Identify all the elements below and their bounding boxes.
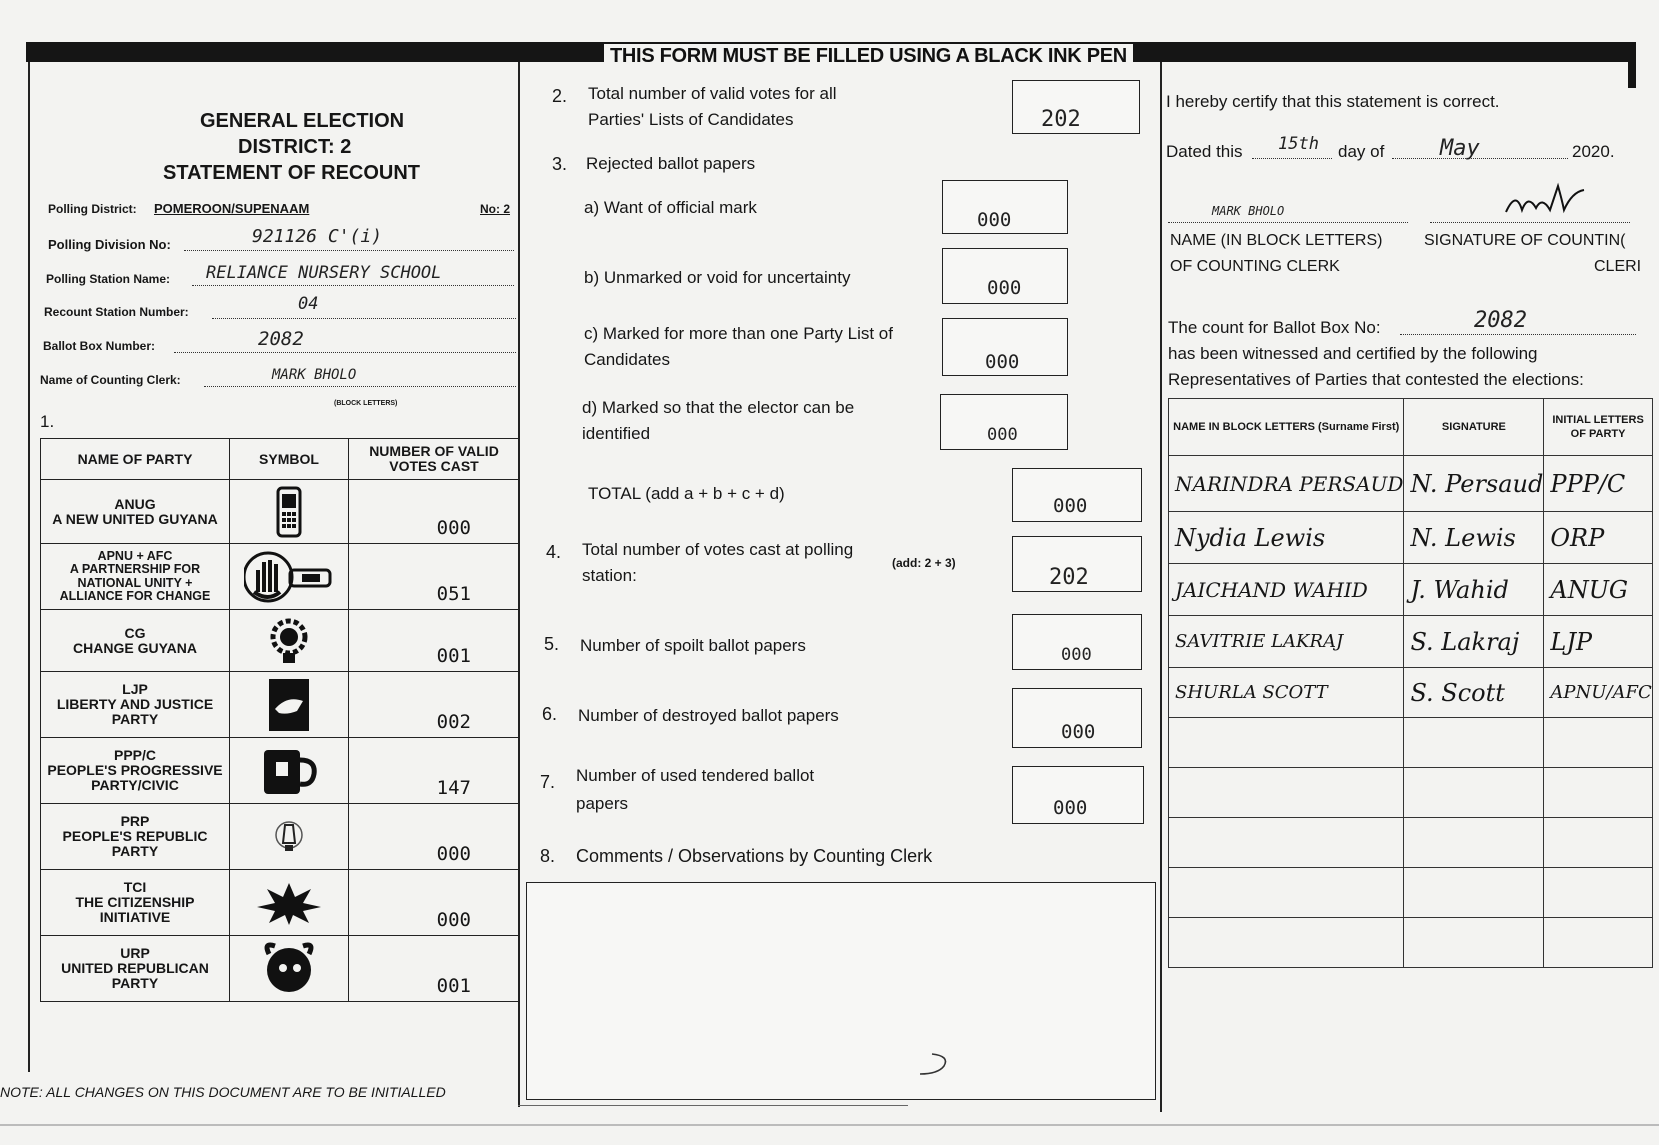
q3a-value-box xyxy=(942,180,1068,234)
header-rep-party: INITIAL LETTERS OF PARTY xyxy=(1544,399,1652,456)
signature-label-line1: SIGNATURE OF COUNTIN( xyxy=(1424,232,1626,249)
rep-party-cell xyxy=(1544,768,1652,818)
q3b-value-box xyxy=(942,248,1068,304)
ballot-box-line xyxy=(174,352,516,353)
party-votes-value: 000 xyxy=(436,843,471,865)
party-row xyxy=(41,480,520,544)
party-fullname: THE CITIZENSHIP xyxy=(75,894,195,910)
reps-header-row xyxy=(1169,399,1653,456)
header-valid-votes: NUMBER OF VALID VOTES CAST xyxy=(349,439,520,480)
header-rep-name: NAME IN BLOCK LETTERS (Surname First) xyxy=(1169,399,1404,456)
rep-party-cell xyxy=(1544,918,1652,968)
rep-row-empty xyxy=(1169,918,1653,968)
bull-icon xyxy=(230,936,349,1002)
polling-station-line xyxy=(192,285,514,286)
q5-number: 5. xyxy=(544,634,560,654)
q3a-value: 000 xyxy=(977,209,1012,231)
q2-value-box xyxy=(1012,80,1140,134)
rep-signature-cell xyxy=(1404,868,1544,918)
rep-party-cell xyxy=(1544,512,1652,564)
party-name-cell xyxy=(41,804,230,870)
q2-label-line1: Total number of valid votes for all xyxy=(588,84,837,103)
banner-bar-edge xyxy=(1628,42,1636,88)
year-label: 2020. xyxy=(1572,142,1615,161)
polling-district-no: No: 2 xyxy=(480,202,510,216)
q6-value: 000 xyxy=(1061,721,1096,743)
rep-row-empty xyxy=(1169,818,1653,868)
rep-row xyxy=(1169,564,1653,616)
clerk-name-line xyxy=(1168,222,1408,223)
party-votes-value: 147 xyxy=(436,777,471,799)
rep-party-cell xyxy=(1544,868,1652,918)
party-name-cell xyxy=(41,480,230,544)
rep-name-cell xyxy=(1169,818,1404,868)
polling-station-value: RELIANCE NURSERY SCHOOL xyxy=(206,263,442,283)
rep-signature-cell xyxy=(1404,818,1544,868)
party-abbrev: URP xyxy=(120,945,150,961)
polling-division-value: 921126 C'(i) xyxy=(252,226,383,247)
party-abbrev: TCI xyxy=(123,879,147,895)
rep-row xyxy=(1169,456,1653,512)
q7-value-box xyxy=(1012,766,1144,824)
party-votes-cell xyxy=(349,870,520,936)
party-row xyxy=(41,544,520,610)
party-representatives-table xyxy=(1168,398,1653,968)
rep-signature-cell xyxy=(1404,564,1544,616)
rep-signature: S. Scott xyxy=(1410,678,1505,707)
phone-icon xyxy=(230,480,349,544)
party-votes-cell xyxy=(349,480,520,544)
header-name-of-party: NAME OF PARTY xyxy=(41,439,230,480)
q6-number: 6. xyxy=(542,704,558,724)
party-fullname: PEOPLE'S REPUBLIC xyxy=(62,828,208,844)
rep-party-cell xyxy=(1544,668,1652,718)
q3b-value: 000 xyxy=(987,277,1022,299)
q3c-label-line2: Candidates xyxy=(584,350,671,369)
rep-name-cell xyxy=(1169,918,1404,968)
clerk-name-handwritten: MARK BHOLO xyxy=(1212,204,1285,218)
rep-party-cell xyxy=(1544,718,1652,768)
page-bottom-edge xyxy=(0,1124,1659,1126)
q2-label-line2: Parties' Lists of Candidates xyxy=(588,110,794,129)
rep-signature-cell xyxy=(1404,918,1544,968)
q3-label: Rejected ballot papers xyxy=(586,154,756,173)
q7-label-line2: papers xyxy=(576,794,628,813)
header-rep-signature: SIGNATURE xyxy=(1404,399,1544,456)
recount-station-label: Recount Station Number: xyxy=(44,305,189,319)
party-name-cell xyxy=(41,610,230,672)
signature-label-line2: CLERI xyxy=(1594,258,1642,275)
party-fullname: A NEW UNITED GUYANA xyxy=(52,510,218,527)
ballot-box-count-value: 2082 xyxy=(1474,308,1527,333)
day-line xyxy=(1252,158,1332,159)
polling-district-label: Polling District: xyxy=(48,202,137,216)
block-letters-note: (BLOCK LETTERS) xyxy=(334,400,398,407)
party-name-cell xyxy=(41,544,230,610)
q7-label-line1: Number of used tendered ballot xyxy=(576,766,815,785)
witness-line2: Representatives of Parties that contested the elections: xyxy=(1168,370,1584,389)
party-votes-cell xyxy=(349,610,520,672)
q3-number: 3. xyxy=(552,154,568,174)
party-abbrev: LJP xyxy=(122,681,148,697)
q6-value-box xyxy=(1012,688,1142,748)
polling-division-line xyxy=(184,250,514,251)
q4-value: 202 xyxy=(1049,565,1089,590)
rep-party-cell xyxy=(1544,818,1652,868)
recount-station-value: 04 xyxy=(298,294,319,314)
polling-division-label: Polling Division No: xyxy=(48,237,171,252)
heading-district: DISTRICT: 2 xyxy=(238,136,352,158)
rep-signature-cell xyxy=(1404,456,1544,512)
party-votes-cell xyxy=(349,804,520,870)
party-row xyxy=(41,610,520,672)
q7-value: 000 xyxy=(1053,797,1088,819)
party-votes-cell xyxy=(349,672,520,738)
total-value: 000 xyxy=(1053,495,1088,517)
ballot-box-label: Ballot Box Number: xyxy=(43,339,156,353)
party-row xyxy=(41,870,520,936)
party-votes-table xyxy=(40,438,520,1002)
rep-party: ORP xyxy=(1550,523,1605,552)
party-votes-value: 001 xyxy=(436,975,471,997)
party-votes-value: 051 xyxy=(436,583,471,605)
banner-text: THIS FORM MUST BE FILLED USING A BLACK INK PEN xyxy=(604,44,1133,68)
rep-signature: S. Lakraj xyxy=(1410,627,1520,656)
counting-clerk-line xyxy=(204,386,516,387)
ballot-box-count-line xyxy=(1400,334,1636,335)
rep-row-empty xyxy=(1169,868,1653,918)
q4-value-box xyxy=(1012,536,1142,592)
q4-label-line1: Total number of votes cast at polling xyxy=(582,540,854,559)
handshake-icon xyxy=(230,672,349,738)
name-label-line1: NAME (IN BLOCK LETTERS) xyxy=(1170,232,1383,249)
rep-signature-cell xyxy=(1404,668,1544,718)
section-1-number: 1. xyxy=(40,412,55,431)
heading-general-election: GENERAL ELECTION xyxy=(200,110,405,132)
party-fullname: A PARTNERSHIP FOR xyxy=(69,562,201,576)
counting-clerk-value: MARK BHOLO xyxy=(272,367,357,383)
left-frame-line xyxy=(28,62,30,1072)
q3d-value-box xyxy=(940,394,1068,450)
party-name-cell xyxy=(41,672,230,738)
rep-party: LJP xyxy=(1550,627,1593,656)
footnote-initial-changes: NOTE: ALL CHANGES ON THIS DOCUMENT ARE TO BE INITIALLED xyxy=(0,1084,446,1100)
rep-party: APNU/AFC xyxy=(1550,681,1652,703)
q5-label: Number of spoilt ballot papers xyxy=(580,636,806,655)
bottom-frame-line xyxy=(518,1105,908,1106)
rep-signature-cell xyxy=(1404,616,1544,668)
party-abbrev: PPP/C xyxy=(113,747,156,763)
party-votes-value: 000 xyxy=(436,517,471,539)
clerk-signature-scribble xyxy=(1502,180,1588,224)
month-value: May xyxy=(1440,136,1480,161)
party-name-cell xyxy=(41,870,230,936)
ballot-box-value: 2082 xyxy=(258,328,304,350)
party-votes-value: 001 xyxy=(436,645,471,667)
q5-value: 000 xyxy=(1061,645,1092,665)
rep-signature: N. Lewis xyxy=(1410,523,1516,552)
rep-name: JAICHAND WAHID xyxy=(1175,577,1368,602)
q3c-value-box xyxy=(942,318,1068,376)
party-votes-value: 002 xyxy=(436,711,471,733)
rep-name-cell xyxy=(1169,718,1404,768)
party-fullname: PEOPLE'S PROGRESSIVE xyxy=(47,762,223,778)
rep-row-empty xyxy=(1169,768,1653,818)
party-table-header-row xyxy=(41,439,520,480)
q3b-label: b) Unmarked or void for uncertainty xyxy=(584,268,851,287)
hand-key-icon xyxy=(230,544,349,610)
party-votes-value: 000 xyxy=(436,909,471,931)
rep-name: SAVITRIE LAKRAJ xyxy=(1175,630,1344,652)
q3c-label-line1: c) Marked for more than one Party List of xyxy=(584,324,893,343)
header-symbol: SYMBOL xyxy=(230,439,349,480)
rep-party-cell xyxy=(1544,564,1652,616)
party-fullname: PARTY/CIVIC xyxy=(91,777,179,793)
rep-signature-cell xyxy=(1404,512,1544,564)
q6-label: Number of destroyed ballot papers xyxy=(578,706,839,725)
polling-district-value: POMEROON/SUPENAAM xyxy=(154,201,310,216)
party-fullname: ALLIANCE FOR CHANGE xyxy=(59,589,211,603)
rep-name-cell xyxy=(1169,668,1404,718)
rep-signature-cell xyxy=(1404,718,1544,768)
party-abbrev: APNU + AFC xyxy=(97,548,173,563)
rep-name-cell xyxy=(1169,768,1404,818)
party-votes-cell xyxy=(349,738,520,804)
witness-line1: has been witnessed and certified by the following xyxy=(1168,344,1538,363)
party-fullname: LIBERTY AND JUSTICE xyxy=(56,696,214,712)
party-fullname: INITIATIVE xyxy=(99,909,171,925)
rep-name: Nydia Lewis xyxy=(1175,523,1326,552)
bulb-gear-icon xyxy=(230,610,349,672)
polling-station-label: Polling Station Name: xyxy=(46,272,171,286)
q4-add-hint: (add: 2 + 3) xyxy=(892,556,956,570)
day-value: 15th xyxy=(1278,134,1319,154)
rep-row-empty xyxy=(1169,718,1653,768)
party-abbrev: ANUG xyxy=(114,495,156,512)
certify-statement: I hereby certify that this statement is correct. xyxy=(1166,92,1500,111)
ballot-box-count-label: The count for Ballot Box No: xyxy=(1168,318,1381,337)
q2-value: 202 xyxy=(1041,107,1081,132)
party-name-cell xyxy=(41,738,230,804)
rep-name-cell xyxy=(1169,456,1404,512)
rep-party-cell xyxy=(1544,456,1652,512)
q4-number: 4. xyxy=(546,542,562,562)
party-name-cell xyxy=(41,936,230,1002)
cup-icon xyxy=(230,738,349,804)
rep-name-cell xyxy=(1169,564,1404,616)
rep-party-cell xyxy=(1544,616,1652,668)
rep-signature: J. Wahid xyxy=(1410,575,1509,604)
lamp-icon xyxy=(230,804,349,870)
q7-number: 7. xyxy=(540,772,556,792)
dated-this-label: Dated this xyxy=(1166,142,1243,161)
party-fullname: UNITED REPUBLICAN xyxy=(61,960,209,976)
party-fullname: CHANGE GUYANA xyxy=(73,639,197,656)
total-label: TOTAL (add a + b + c + d) xyxy=(588,484,785,503)
name-label-line2: OF COUNTING CLERK xyxy=(1170,258,1340,275)
rep-name-cell xyxy=(1169,512,1404,564)
party-row xyxy=(41,738,520,804)
day-of-label: day of xyxy=(1338,142,1385,161)
q8-label: Comments / Observations by Counting Clerk xyxy=(576,846,933,866)
party-row xyxy=(41,804,520,870)
party-fullname: NATIONAL UNITY + xyxy=(77,575,193,590)
rep-row xyxy=(1169,668,1653,718)
q3c-value: 000 xyxy=(985,351,1020,373)
party-votes-cell xyxy=(349,544,520,610)
q5-value-box xyxy=(1012,614,1142,670)
month-line xyxy=(1392,158,1568,159)
q3a-label: a) Want of official mark xyxy=(584,198,757,217)
rep-party: ANUG xyxy=(1550,575,1629,604)
party-abbrev: PRP xyxy=(120,813,150,829)
party-fullname: PARTY xyxy=(111,975,159,991)
party-fullname: PARTY xyxy=(111,711,159,727)
flower-icon xyxy=(230,870,349,936)
party-votes-cell xyxy=(349,936,520,1002)
q8-number: 8. xyxy=(540,846,556,866)
party-row xyxy=(41,936,520,1002)
rep-name-cell xyxy=(1169,868,1404,918)
rep-row xyxy=(1169,616,1653,668)
party-row xyxy=(41,672,520,738)
counting-clerk-label: Name of Counting Clerk: xyxy=(40,373,181,387)
pen-mark-squiggle xyxy=(916,1050,960,1080)
q2-number: 2. xyxy=(552,86,568,106)
column-divider-2 xyxy=(1160,62,1162,1112)
q3d-value: 000 xyxy=(987,425,1018,445)
rep-name-cell xyxy=(1169,616,1404,668)
party-fullname: PARTY xyxy=(111,843,159,859)
rep-name: NARINDRA PERSAUD xyxy=(1175,471,1404,496)
rep-party: PPP/C xyxy=(1550,469,1626,498)
q4-label-line2: station: xyxy=(582,566,637,585)
comments-box xyxy=(526,882,1156,1100)
recount-station-line xyxy=(212,318,516,319)
q3d-label-line1: d) Marked so that the elector can be xyxy=(582,398,855,417)
rep-name: SHURLA SCOTT xyxy=(1175,681,1328,703)
rep-signature-cell xyxy=(1404,768,1544,818)
q3d-label-line2: identified xyxy=(582,424,651,443)
rep-row xyxy=(1169,512,1653,564)
party-abbrev: CG xyxy=(124,624,146,641)
rep-signature: N. Persaud xyxy=(1410,469,1544,498)
total-value-box xyxy=(1012,468,1142,522)
heading-statement-of-recount: STATEMENT OF RECOUNT xyxy=(163,162,421,184)
